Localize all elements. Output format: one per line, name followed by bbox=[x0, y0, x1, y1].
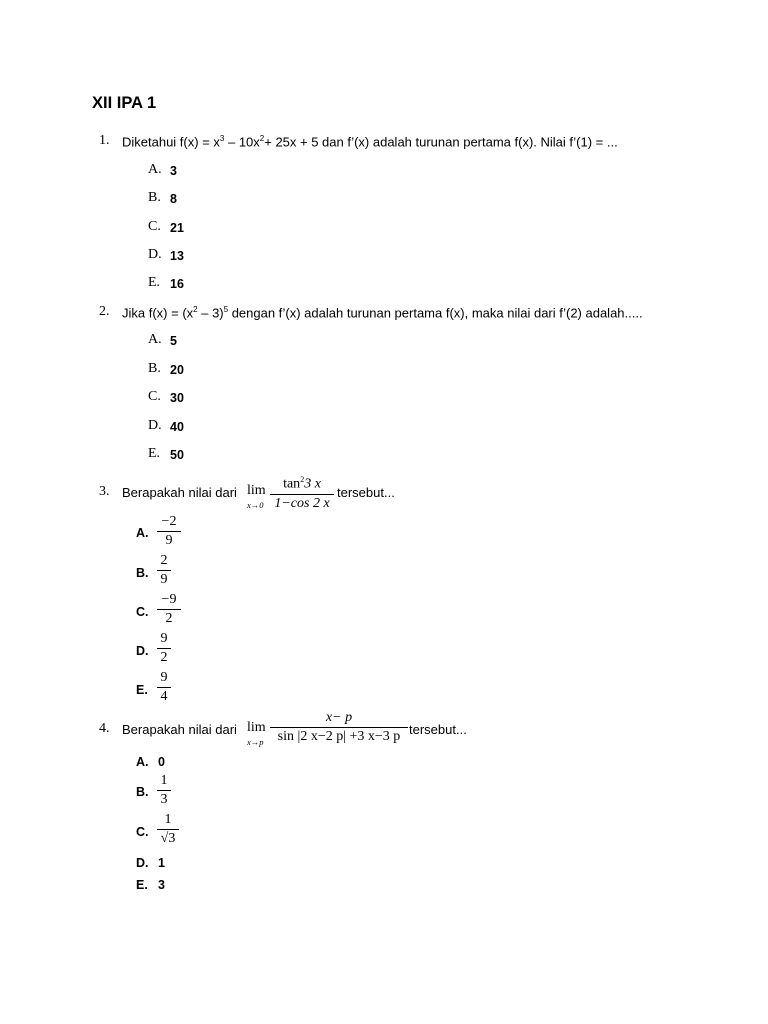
limit-fraction bbox=[270, 710, 408, 745]
question-number: 3. bbox=[99, 484, 110, 499]
option-value: 20 bbox=[170, 363, 184, 377]
option-letter: E. bbox=[148, 275, 161, 290]
option-letter: E. bbox=[136, 878, 148, 892]
option-letter: B. bbox=[148, 190, 161, 205]
option-value: 3 bbox=[170, 164, 177, 178]
option-value: 21 bbox=[170, 221, 184, 235]
option-letter: D. bbox=[136, 856, 149, 870]
option-letter: C. bbox=[148, 389, 161, 404]
question-prefix: Berapakah nilai dari bbox=[122, 485, 237, 500]
option-letter: B. bbox=[136, 566, 149, 580]
option-fraction: 9 4 bbox=[157, 670, 171, 705]
limit-operator: lim bbox=[247, 720, 266, 735]
page-title: XII IPA 1 bbox=[92, 94, 157, 112]
option-value: 8 bbox=[170, 192, 177, 206]
option-fraction: −9 2 bbox=[157, 592, 181, 627]
option-letter: A. bbox=[148, 162, 162, 177]
option-letter: A. bbox=[136, 526, 149, 540]
question-prefix: Berapakah nilai dari bbox=[122, 722, 237, 737]
option-letter: A. bbox=[136, 755, 149, 769]
option-letter: D. bbox=[136, 644, 149, 658]
fraction-numerator: $\tan^23$ x bbox=[283, 475, 321, 492]
option-value: 50 bbox=[170, 448, 184, 462]
question-suffix: tersebut... bbox=[337, 485, 395, 500]
question-number: 1. bbox=[99, 133, 110, 148]
option-value: 0 bbox=[158, 755, 165, 769]
question-text: Diketahui $f(x) = x^3 - 10x^2+ 25x + 5$ dan f’(x) adalah turunan pertama f(x). Nilai f’(1) = ... bbox=[122, 134, 618, 150]
question-number: 2. bbox=[99, 304, 110, 319]
option-letter: B. bbox=[148, 361, 161, 376]
option-fraction: 1 √3 bbox=[157, 812, 179, 847]
limit-subscript: x→p bbox=[247, 737, 264, 747]
option-letter: D. bbox=[148, 247, 162, 262]
option-value: 13 bbox=[170, 249, 184, 263]
option-value: 30 bbox=[170, 391, 184, 405]
fraction-denominator: sin |2 x−2 p| +3 x−3 p bbox=[277, 729, 401, 744]
option-letter: D. bbox=[148, 418, 162, 433]
limit-fraction bbox=[270, 472, 334, 512]
option-value: 16 bbox=[170, 277, 184, 291]
fraction-denominator: 1−cos 2 x bbox=[274, 495, 330, 511]
option-value: 3 bbox=[158, 878, 165, 892]
option-value: 1 bbox=[158, 856, 165, 870]
option-letter: E. bbox=[148, 446, 161, 461]
option-letter: A. bbox=[148, 332, 162, 347]
option-letter: B. bbox=[136, 785, 149, 799]
limit-operator: lim bbox=[247, 483, 266, 498]
option-letter: C. bbox=[136, 605, 149, 619]
option-value: 5 bbox=[170, 334, 177, 348]
option-fraction: 1 3 bbox=[157, 773, 171, 808]
fraction-numerator: x− p bbox=[325, 710, 353, 725]
option-fraction: 9 2 bbox=[157, 631, 171, 666]
option-letter: E. bbox=[136, 683, 148, 697]
option-letter: C. bbox=[148, 219, 161, 234]
limit-subscript: x→0 bbox=[247, 500, 264, 510]
option-letter: C. bbox=[136, 825, 149, 839]
question-suffix: tersebut... bbox=[409, 722, 467, 737]
question-number: 4. bbox=[99, 721, 110, 736]
option-fraction: −2 9 bbox=[157, 514, 181, 549]
option-fraction: 2 9 bbox=[157, 553, 171, 588]
question-text: Jika $f(x) = (x^2 - 3)^5$ dengan f’(x) adalah turunan pertama f(x), maka nilai dari f’(2) adalah..... bbox=[122, 305, 643, 321]
option-value: 40 bbox=[170, 420, 184, 434]
